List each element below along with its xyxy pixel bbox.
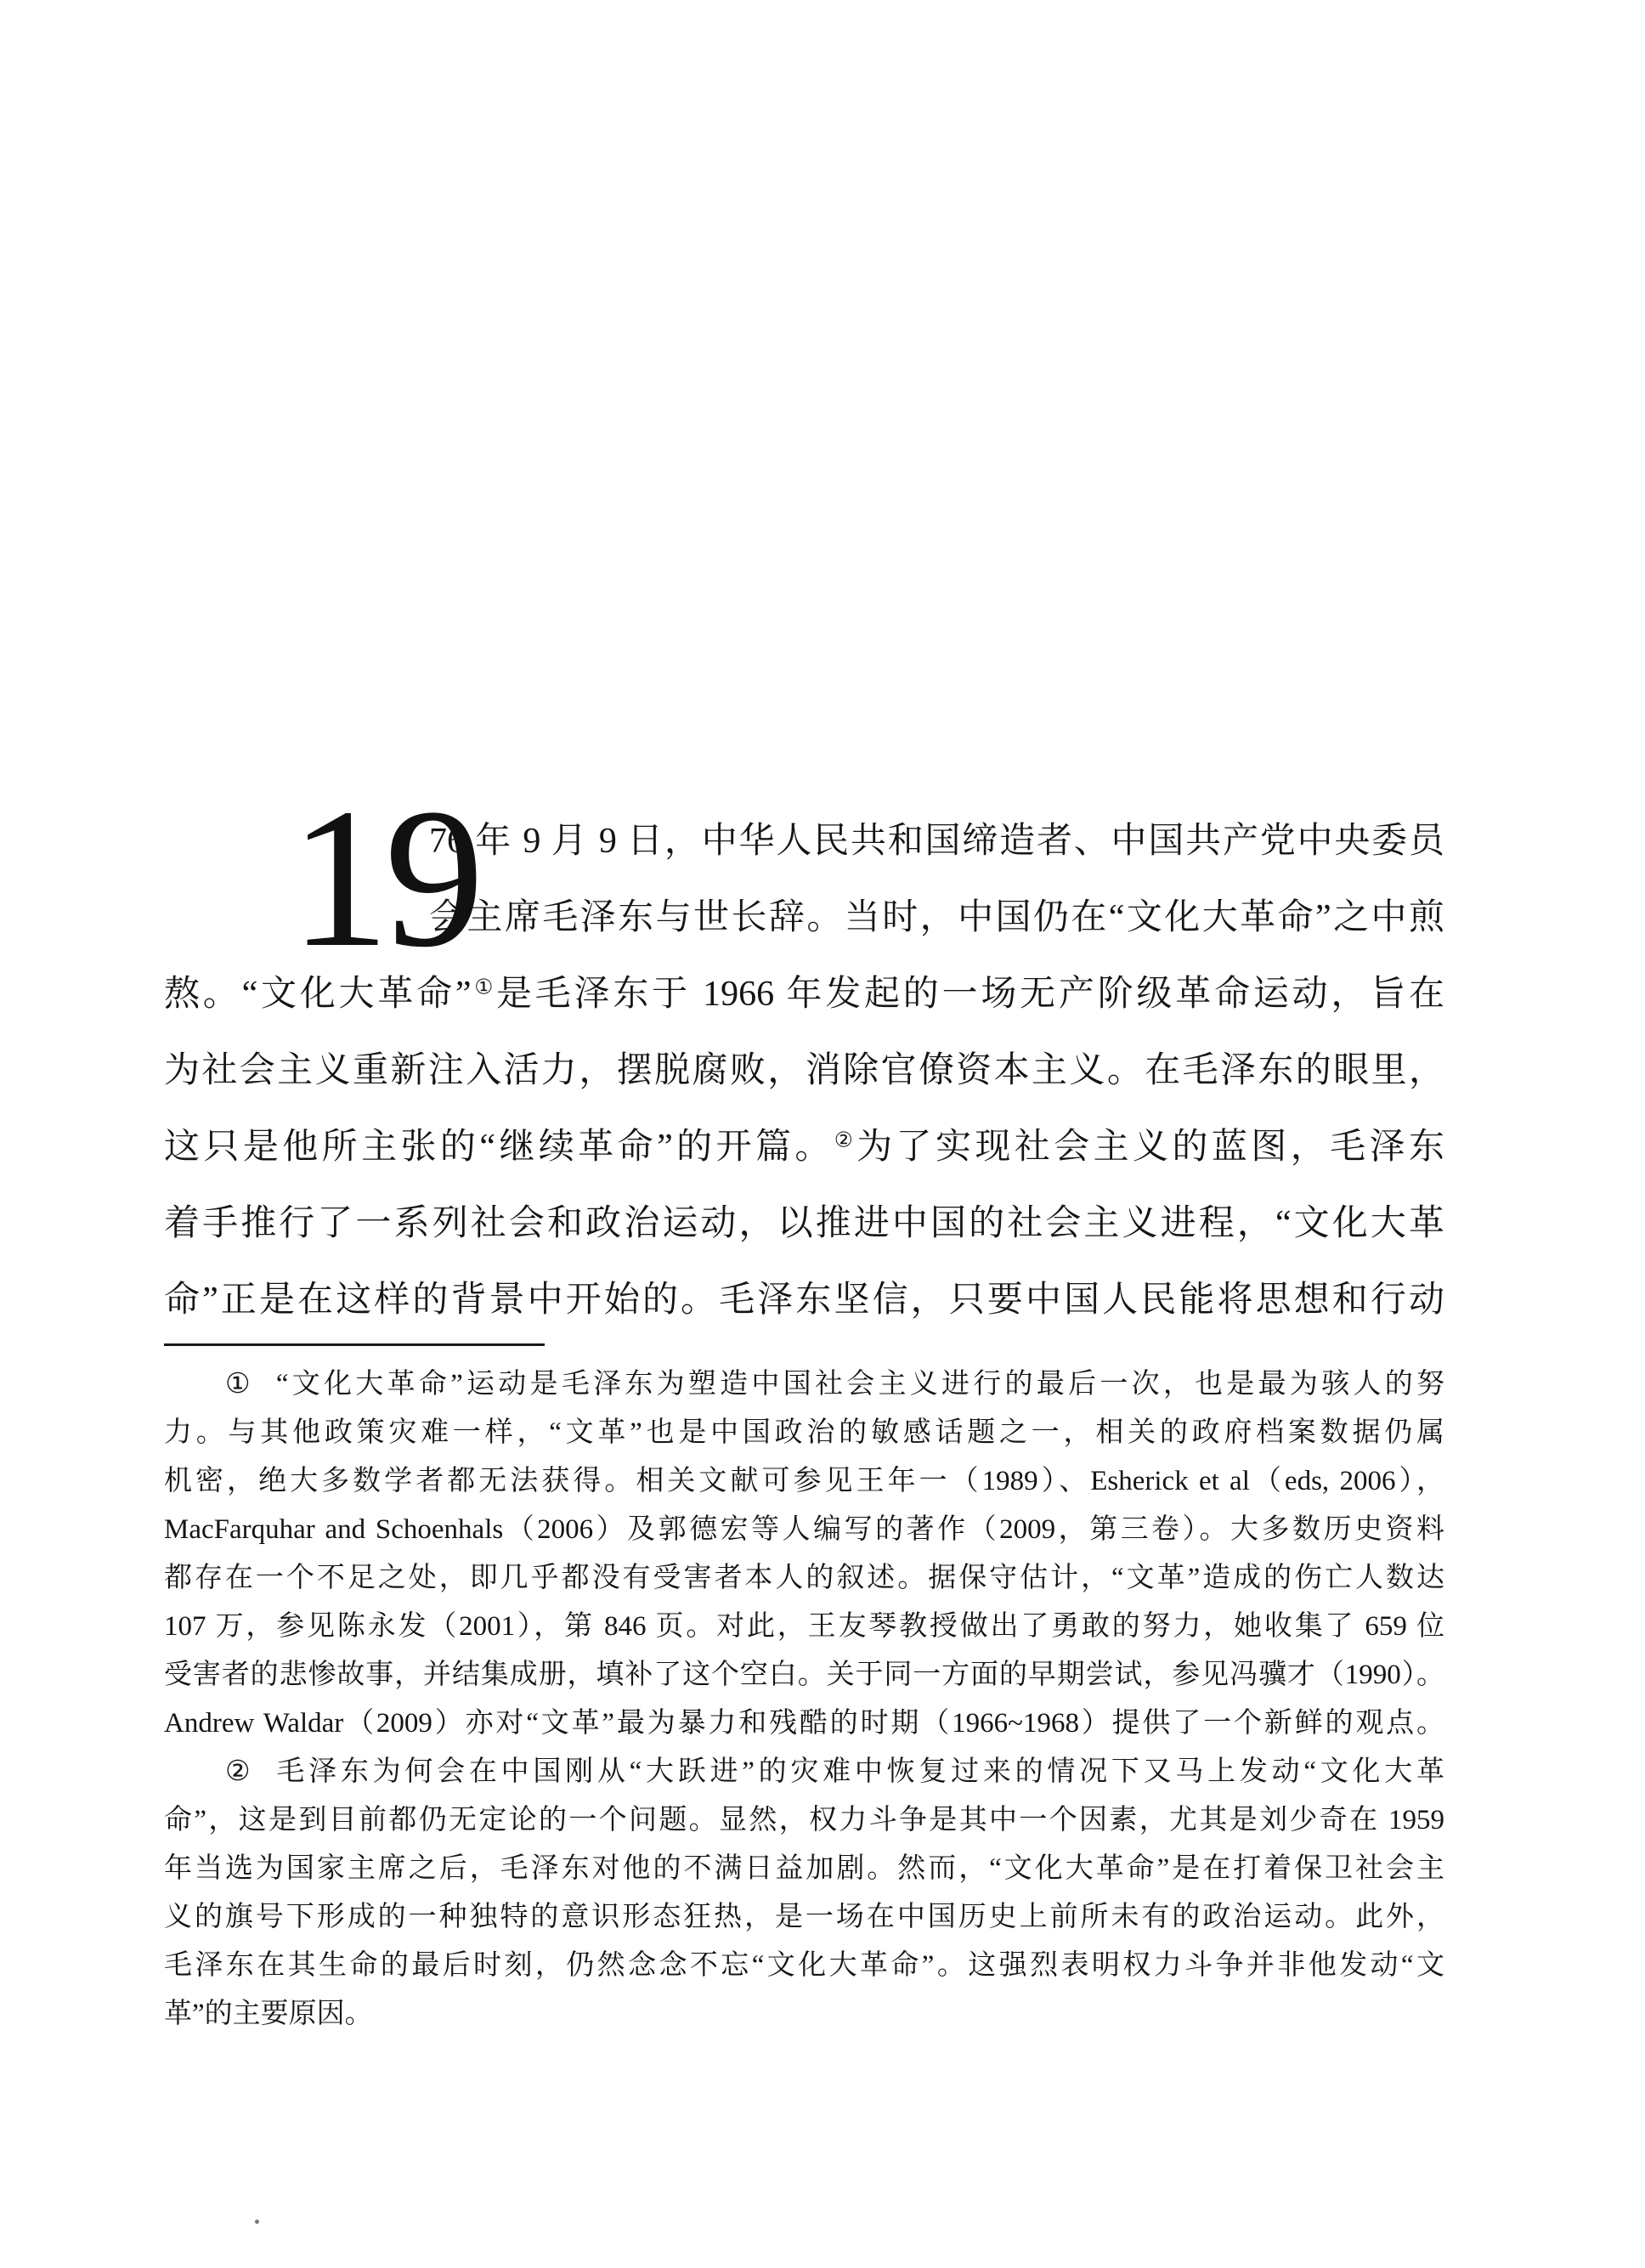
- print-artifact-dot: [255, 2220, 259, 2224]
- footnote-1-line-6: [164, 1603, 1444, 1651]
- footnote-1-line-3: [164, 1457, 1444, 1506]
- paragraph-line-7: [164, 1262, 1444, 1338]
- paragraph-line-3-cont: 是毛泽东于 1966 年发起的一场无产阶级革命运动，旨在: [495, 975, 1444, 1014]
- footnote-2-marker: ②: [225, 1756, 255, 1787]
- footnote-1-line-5-text: 都存在一个不足之处，即几乎都没有受害者本人的叙述。据保守估计，“文革”造成的伤亡人数达: [164, 1563, 1444, 1593]
- footnote-1-line-2-text: 力。与其他政策灾难一样，“文革”也是中国政治的敏感话题之一，相关的政府档案数据仍属: [164, 1417, 1444, 1448]
- paragraph-line-3-text: 熬。“文化大革命”: [164, 975, 472, 1014]
- paragraph-line-5: [164, 1109, 1444, 1185]
- footnote-1-line-4: [164, 1506, 1444, 1554]
- footnote-2-line-3: [164, 1845, 1444, 1893]
- footnote-2-line-5-text: 毛泽东在其生命的最后时刻，仍然念念不忘“文化大革命”。这强烈表明权力斗争并非他发动“文: [164, 1950, 1444, 1981]
- footnote-1-line-6-text: 107 万，参见陈永发（2001），第 846 页。对此，王友琴教授做出了勇敢的努力，她收集了 659 位: [164, 1611, 1444, 1642]
- footnote-2-line-6: [164, 1990, 1444, 2039]
- footnotes-section: [164, 1360, 1444, 2039]
- footnote-2-line-2: [164, 1796, 1444, 1845]
- footnote-ref-2: ②: [834, 1128, 857, 1152]
- footnote-1-line-3-text: 机密，绝大多数学者都无法获得。相关文献可参见王年一（1989）、Esherick et al（eds, 2006），: [164, 1466, 1444, 1496]
- paragraph-line-2-text: 会主席毛泽东与世长辞。当时，中国仍在“文化大革命”之中煎: [429, 898, 1444, 937]
- footnote-1-line-8: [164, 1700, 1444, 1748]
- footnote-2-line-1-text: 毛泽东为何会在中国刚从“大跃进”的灾难中恢复过来的情况下又马上发动“文化大革: [276, 1756, 1444, 1787]
- footnote-2-line-6-text: 革”的主要原因。: [164, 1999, 373, 2029]
- paragraph-line-6: [164, 1185, 1444, 1262]
- dropcap-19: 19: [290, 767, 479, 988]
- footnote-2-line-3-text: 年当选为国家主席之后，毛泽东对他的不满日益加剧。然而，“文化大革命”是在打着保卫社会主: [164, 1853, 1444, 1884]
- footnote-1-marker: ①: [225, 1369, 254, 1400]
- paragraph-line-1-text: 76 年 9 月 9 日，中华人民共和国缔造者、中国共产党中央委员: [429, 822, 1444, 861]
- footnote-1-line-8-text: Andrew Waldar（2009）亦对“文革”最为暴力和残酷的时期（1966~1968）提供了一个新鲜的观点。: [164, 1708, 1444, 1739]
- footnote-2-line-2-text: 命”，这是到目前都仍无定论的一个问题。显然，权力斗争是其中一个因素，尤其是刘少奇在 1959: [164, 1805, 1444, 1835]
- paragraph-line-5-cont: 为了实现社会主义的蓝图，毛泽东: [856, 1128, 1444, 1167]
- footnote-1-line-1: [164, 1360, 1444, 1409]
- footnote-1-line-1-text: “文化大革命”运动是毛泽东为塑造中国社会主义进行的最后一次，也是最为骇人的努: [275, 1369, 1444, 1400]
- footnote-1-line-7: [164, 1651, 1444, 1700]
- paragraph-line-7-text: 命”正是在这样的背景中开始的。毛泽东坚信，只要中国人民能将思想和行动: [164, 1281, 1444, 1320]
- paragraph-line-5-text: 这只是他所主张的“继续革命”的开篇。: [164, 1128, 834, 1167]
- paragraph-line-4-text: 为社会主义重新注入活力，摆脱腐败，消除官僚资本主义。在毛泽东的眼里，: [164, 1051, 1444, 1090]
- paragraph-line-2: [429, 879, 1444, 956]
- footnote-1-line-7-text: 受害者的悲惨故事，并结集成册，填补了这个空白。关于同一方面的早期尝试，参见冯骥才（1990）。: [164, 1660, 1444, 1690]
- footnote-1-line-4-text: MacFarquhar and Schoenhals（2006）及郭德宏等人编写的著作（2009，第三卷）。大多数历史资料: [164, 1514, 1444, 1545]
- footnote-ref-1: ①: [471, 976, 496, 999]
- footnote-1-line-2: [164, 1409, 1444, 1457]
- footnote-separator-rule: [164, 1343, 545, 1346]
- paragraph-line-1: [429, 803, 1444, 879]
- paragraph-line-6-text: 着手推行了一系列社会和政治运动，以推进中国的社会主义进程，“文化大革: [164, 1204, 1444, 1243]
- footnote-2-line-5: [164, 1942, 1444, 1990]
- footnote-2-line-4-text: 义的旗号下形成的一种独特的意识形态狂热，是一场在中国历史上前所未有的政治运动。此外，: [164, 1902, 1444, 1932]
- main-paragraph: [164, 767, 1444, 1338]
- footnote-2-line-4: [164, 1893, 1444, 1942]
- footnote-2-line-1: [164, 1748, 1444, 1796]
- paragraph-line-4: [164, 1032, 1444, 1109]
- footnote-1-line-5: [164, 1554, 1444, 1603]
